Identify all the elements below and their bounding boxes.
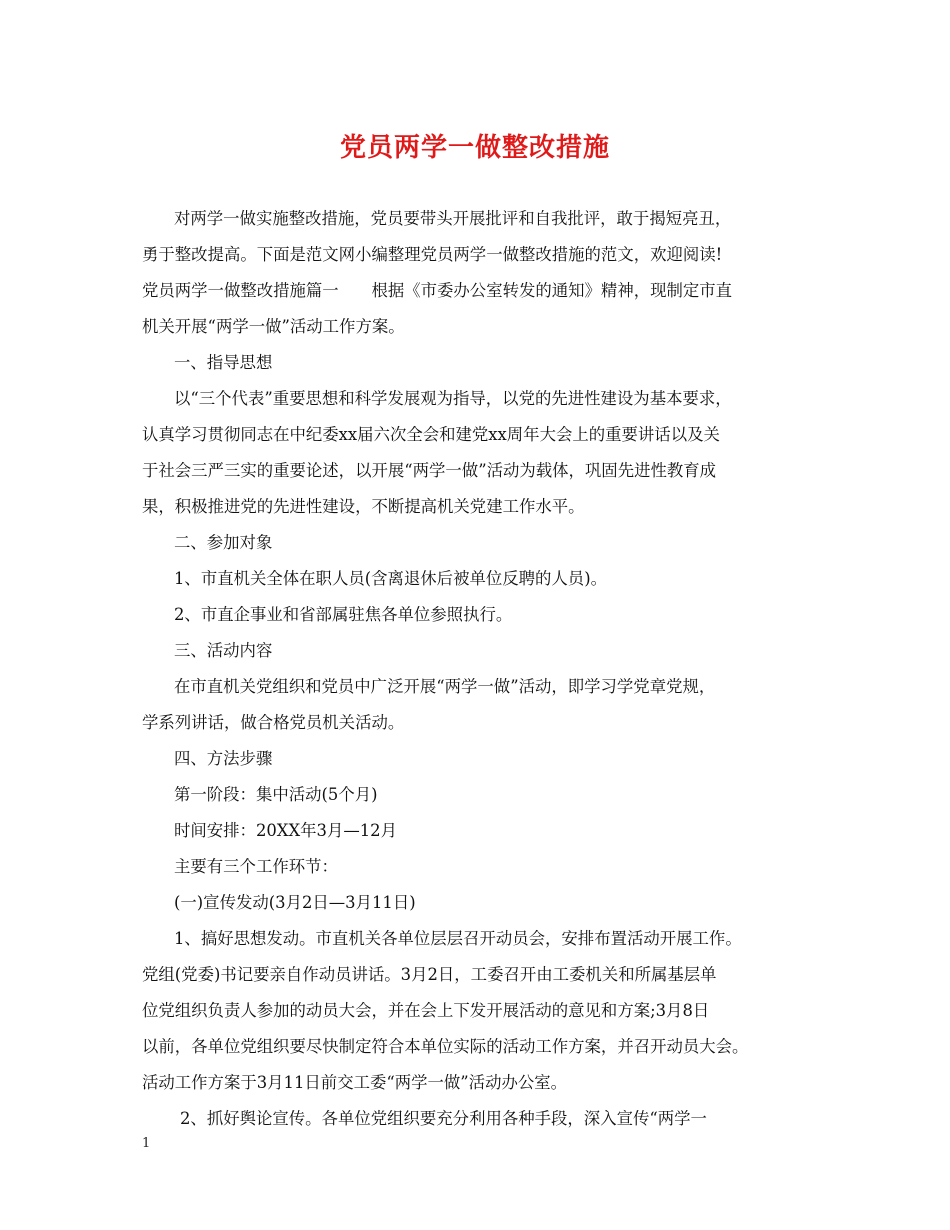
- subsection-heading: (一)宣传发动(3月2日—3月11日): [174, 893, 416, 912]
- paragraph-line: 果，积极推进党的先进性建设，不断提高机关党建工作水平。: [142, 497, 585, 516]
- section-heading: 三、活动内容: [174, 641, 273, 660]
- paragraph-line: 机关开展“两学一做”活动工作方案。: [142, 317, 405, 336]
- paragraph-line: 活动工作方案于3月11日前交工委“两学一做”活动办公室。: [142, 1073, 568, 1092]
- paragraph-line: 勇于整改提高。下面是范文网小编整理党员两学一做整改措施的范文，欢迎阅读!: [142, 245, 723, 264]
- section-heading: 二、参加对象: [174, 533, 273, 552]
- list-item: 2、抓好舆论宣传。各单位党组织要充分利用各种手段，深入宣传“两学一: [180, 1109, 707, 1128]
- section-heading: 一、指导思想: [174, 353, 273, 372]
- paragraph-line: 对两学一做实施整改措施，党员要带头开展批评和自我批评，敢于揭短亮丑，: [174, 209, 732, 228]
- paragraph-line: 学系列讲话，做合格党员机关活动。: [142, 713, 405, 732]
- paragraph-line: 于社会三严三实的重要论述，以开展“两学一做”活动为载体，巩固先进性教育成: [142, 461, 717, 480]
- paragraph-line: 党组(党委)书记要亲自作动员讲话。3月2日，工委召开由工委机关和所属基层单: [142, 965, 717, 984]
- paragraph-line: 主要有三个工作环节：: [174, 857, 338, 876]
- list-item: 2、市直企事业和省部属驻焦各单位参照执行。: [174, 605, 513, 624]
- paragraph-line: 党员两学一做整改措施篇一 根据《市委办公室转发的通知》精神，现制定市直: [142, 281, 733, 300]
- paragraph-line: 在市直机关党组织和党员中广泛开展“两学一做”活动，即学习学党章党规，: [174, 677, 716, 696]
- document-title: 党员两学一做整改措施: [339, 133, 610, 163]
- paragraph-line: 位党组织负责人参加的动员大会，并在会上下发开展活动的意见和方案;3月8日: [142, 1001, 710, 1020]
- list-item: 1、市直机关全体在职人员(含离退休后被单位反聘的人员)。: [174, 569, 607, 588]
- page-number: 1: [142, 1136, 151, 1151]
- document-body: [142, 201, 812, 1137]
- paragraph-line: 以前，各单位党组织要尽快制定符合本单位实际的活动工作方案，并召开动员大会。: [142, 1037, 749, 1056]
- paragraph-line: 以“三个代表”重要思想和科学发展观为指导，以党的先进性建设为基本要求，: [174, 389, 732, 408]
- section-heading: 四、方法步骤: [174, 749, 273, 768]
- list-item: 1、搞好思想发动。市直机关各单位层层召开动员会，安排布置活动开展工作。: [174, 929, 742, 948]
- paragraph-line: 时间安排：20XX年3月—12月: [174, 821, 397, 840]
- paragraph-line: 第一阶段：集中活动(5个月): [174, 785, 378, 804]
- paragraph-line: 认真学习贯彻同志在中纪委xx届六次全会和建党xx周年大会上的重要讲话以及关: [142, 425, 720, 444]
